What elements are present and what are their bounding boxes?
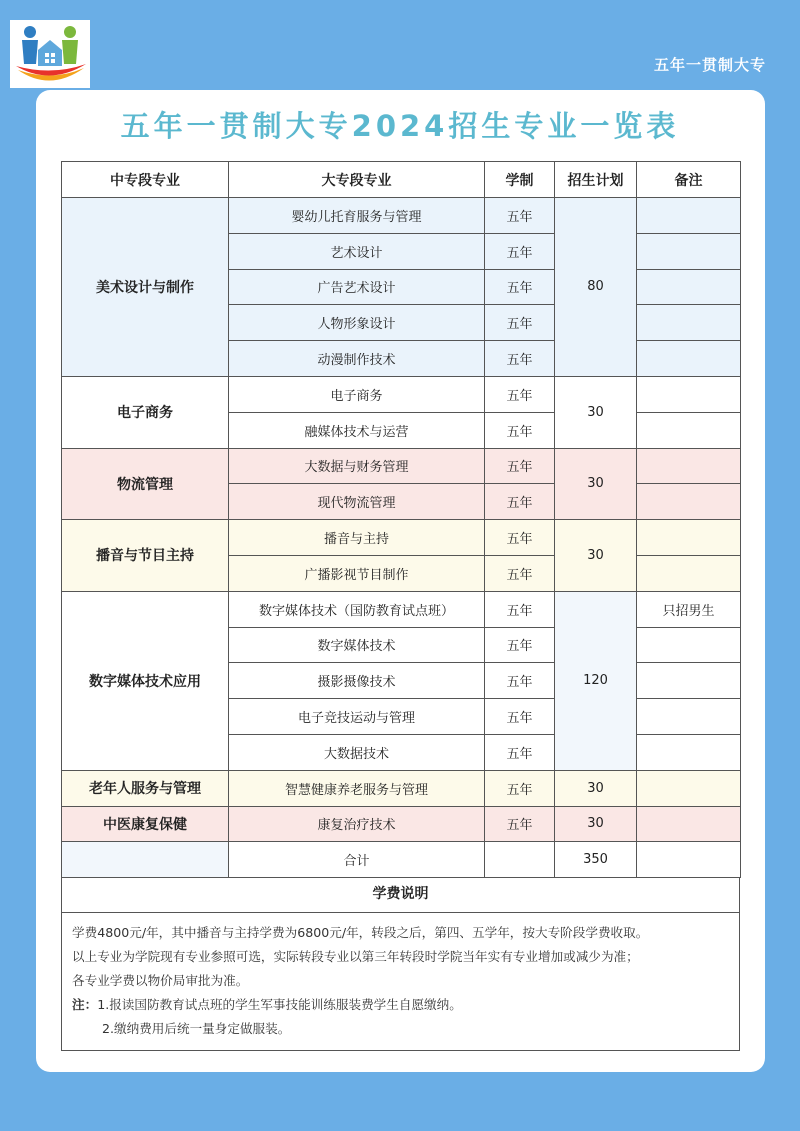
- note-cell: [637, 555, 741, 591]
- major-cell: 数字媒体技术（国防教育试点班）: [229, 591, 485, 627]
- major-cell: 动漫制作技术: [229, 341, 485, 377]
- group-name: 老年人服务与管理: [62, 770, 229, 806]
- group-name: 播音与节目主持: [62, 520, 229, 592]
- note-cell: [637, 412, 741, 448]
- plan-cell: 30: [555, 806, 637, 842]
- note-cell: [637, 734, 741, 770]
- group-name: 物流管理: [62, 448, 229, 520]
- fee-line: 各专业学费以物价局审批为准。: [72, 973, 249, 988]
- total-label: 合计: [229, 842, 485, 878]
- note-cell: [637, 520, 741, 556]
- note-cell: [637, 806, 741, 842]
- fee-line: 学费4800元/年，其中播音与主持学费为6800元/年，转段之后，第四、五学年，按大专阶段学费收取。: [72, 925, 649, 940]
- table-header: 大专段专业: [229, 162, 485, 198]
- group-name: 中医康复保健: [62, 806, 229, 842]
- note-cell: [637, 376, 741, 412]
- note-cell: [637, 627, 741, 663]
- table-header-row: [62, 162, 741, 198]
- years-cell: 五年: [485, 484, 555, 520]
- table-header: 中专段专业: [62, 162, 229, 198]
- note-cell: [637, 198, 741, 234]
- note-cell: 只招男生: [637, 591, 741, 627]
- years-cell: 五年: [485, 627, 555, 663]
- note-cell: [637, 305, 741, 341]
- major-cell: 智慧健康养老服务与管理: [229, 770, 485, 806]
- major-cell: 广播影视节目制作: [229, 555, 485, 591]
- major-cell: 人物形象设计: [229, 305, 485, 341]
- major-cell: 大数据与财务管理: [229, 448, 485, 484]
- group-name: 美术设计与制作: [62, 198, 229, 377]
- note-cell: [637, 269, 741, 305]
- major-cell: 播音与主持: [229, 520, 485, 556]
- years-cell: 五年: [485, 233, 555, 269]
- table-row: [62, 376, 741, 412]
- major-cell: 艺术设计: [229, 233, 485, 269]
- years-cell: 五年: [485, 770, 555, 806]
- total-empty-cell: [485, 842, 555, 878]
- major-cell: 摄影摄像技术: [229, 663, 485, 699]
- plan-cell: 30: [555, 770, 637, 806]
- page-title: 五年一贯制大专2024招生专业一览表: [120, 109, 680, 143]
- years-cell: 五年: [485, 341, 555, 377]
- table-header: 招生计划: [555, 162, 637, 198]
- years-cell: 五年: [485, 269, 555, 305]
- years-cell: 五年: [485, 734, 555, 770]
- plan-cell: 30: [555, 520, 637, 592]
- fee-title: 学费说明: [62, 877, 739, 913]
- major-cell: 电子商务: [229, 376, 485, 412]
- years-cell: 五年: [485, 663, 555, 699]
- years-cell: 五年: [485, 806, 555, 842]
- group-name: 数字媒体技术应用: [62, 591, 229, 770]
- table-row: [62, 448, 741, 484]
- years-cell: 五年: [485, 305, 555, 341]
- years-cell: 五年: [485, 376, 555, 412]
- years-cell: 五年: [485, 448, 555, 484]
- major-cell: 康复治疗技术: [229, 806, 485, 842]
- years-cell: 五年: [485, 198, 555, 234]
- major-cell: 现代物流管理: [229, 484, 485, 520]
- years-cell: 五年: [485, 555, 555, 591]
- house-people-logo-icon: [10, 20, 90, 88]
- major-cell: 电子竞技运动与管理: [229, 699, 485, 735]
- plan-cell: 120: [555, 591, 637, 770]
- table-row: [62, 770, 741, 806]
- note-cell: [637, 699, 741, 735]
- table-row: [62, 520, 741, 556]
- enrollment-table: [61, 161, 741, 878]
- table-row: [62, 591, 741, 627]
- fee-note: 2.缴纳费用后统一量身定做服装。: [102, 1021, 291, 1036]
- total-row: [62, 842, 741, 878]
- major-cell: 数字媒体技术: [229, 627, 485, 663]
- total-empty-cell: [637, 842, 741, 878]
- fee-body: [62, 913, 739, 1041]
- years-cell: 五年: [485, 699, 555, 735]
- major-cell: 大数据技术: [229, 734, 485, 770]
- note-cell: [637, 341, 741, 377]
- fee-section: [61, 877, 740, 1051]
- table-row: [62, 198, 741, 234]
- note-cell: [637, 448, 741, 484]
- years-cell: 五年: [485, 520, 555, 556]
- table-row: [62, 806, 741, 842]
- corner-label: 五年一贯制大专: [653, 56, 766, 74]
- major-cell: 广告艺术设计: [229, 269, 485, 305]
- plan-cell: 30: [555, 376, 637, 448]
- group-name: 电子商务: [62, 376, 229, 448]
- plan-cell: 80: [555, 198, 637, 377]
- note-cell: [637, 770, 741, 806]
- fee-line: 以上专业为学院现有专业参照可选，实际转段专业以第三年转段时学院当年实有专业增加或减少为准；: [72, 949, 639, 964]
- note-label: 注：: [72, 997, 98, 1012]
- major-cell: 婴幼儿托育服务与管理: [229, 198, 485, 234]
- years-cell: 五年: [485, 591, 555, 627]
- note-cell: [637, 484, 741, 520]
- note-cell: [637, 663, 741, 699]
- total-empty-cell: [62, 842, 229, 878]
- fee-note: 1.报读国防教育试点班的学生军事技能训练服装费学生自愿缴纳。: [97, 997, 462, 1012]
- major-cell: 融媒体技术与运营: [229, 412, 485, 448]
- table-header: 学制: [485, 162, 555, 198]
- note-cell: [637, 233, 741, 269]
- logo: [10, 20, 90, 88]
- fee-note-line: [72, 993, 731, 1017]
- years-cell: 五年: [485, 412, 555, 448]
- table-header: 备注: [637, 162, 741, 198]
- plan-cell: 30: [555, 448, 637, 520]
- total-value: 350: [555, 842, 637, 878]
